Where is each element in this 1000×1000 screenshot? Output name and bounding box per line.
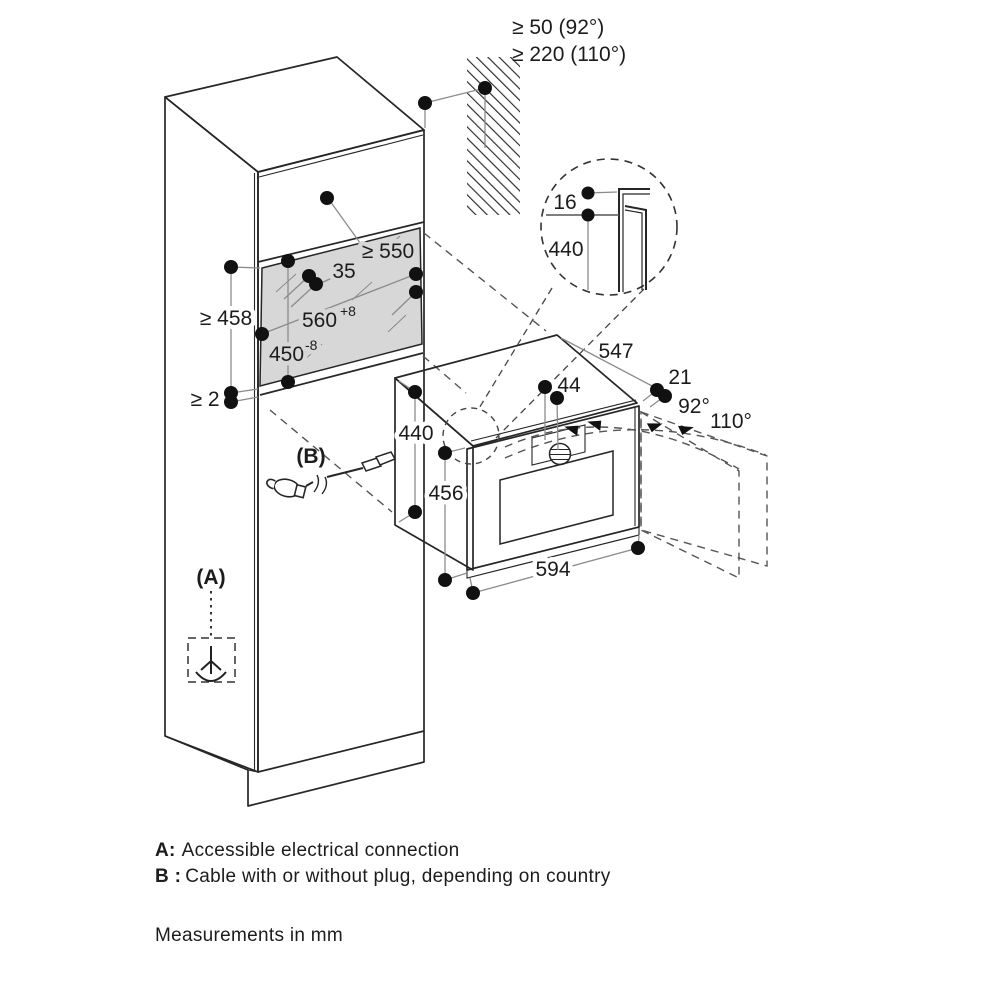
connection-symbol bbox=[188, 566, 235, 682]
cable-break-mark bbox=[322, 477, 326, 494]
dim-door-proud: 21 bbox=[668, 366, 692, 389]
dim-detail-offset: 16 bbox=[553, 191, 577, 214]
dim-body-height: 440 bbox=[398, 422, 434, 445]
legend-b-key: B : bbox=[155, 866, 182, 887]
dim-niche-width: 560 bbox=[302, 309, 338, 332]
wall-hatch-area bbox=[467, 57, 520, 215]
cable-plug bbox=[265, 445, 395, 501]
dim-niche-gap: ≥ 2 bbox=[190, 388, 220, 411]
cabinet-top-face bbox=[165, 57, 424, 172]
legend-a-text: Accessible electrical connection bbox=[181, 840, 460, 861]
legend-b-text: Cable with or without plug, depending on country bbox=[185, 866, 611, 887]
oven-door-glass bbox=[500, 451, 613, 544]
plug-icon bbox=[265, 475, 307, 501]
cabinet-top-edge-inner bbox=[259, 135, 423, 177]
dim-niche-check-tol: -8 bbox=[305, 337, 318, 353]
dim-panel-height: 44 bbox=[557, 374, 581, 397]
dim-niche-height: ≥ 458 bbox=[199, 307, 253, 330]
cabinet bbox=[165, 57, 424, 806]
dim-angle-110: 110° bbox=[710, 410, 752, 433]
wall-hatch bbox=[467, 57, 520, 215]
oven-dimensions bbox=[398, 338, 751, 600]
legend-line-b bbox=[155, 866, 611, 887]
cabinet-right-face bbox=[258, 130, 424, 772]
cable-connector-2 bbox=[376, 452, 395, 465]
wall-clearance bbox=[418, 16, 626, 148]
oven-left-face bbox=[395, 378, 473, 570]
dim-niche-width-tol: +8 bbox=[340, 303, 356, 319]
door-open-92 bbox=[641, 412, 739, 578]
dim-clearance-110: ≥ 220 (110°) bbox=[512, 43, 627, 66]
dim-niche-rail: 35 bbox=[332, 260, 356, 283]
legend bbox=[155, 840, 611, 946]
guide-line-top bbox=[424, 233, 546, 331]
footer-note: Measurements in mm bbox=[155, 925, 344, 946]
callout-a-label: (A) bbox=[196, 566, 226, 589]
dim-angle-92: 92° bbox=[678, 395, 710, 418]
cable-break-mark bbox=[314, 475, 318, 492]
dim-clearance-92: ≥ 50 (92°) bbox=[512, 16, 605, 39]
dim-niche-check-height: 450 bbox=[269, 343, 305, 366]
legend-a-key: A: bbox=[155, 840, 176, 861]
dim-detail-length: 440 bbox=[548, 238, 584, 261]
dim-niche-depth: ≥ 550 bbox=[361, 240, 415, 263]
socket-icon bbox=[196, 646, 226, 681]
legend-line-a bbox=[155, 840, 460, 861]
oven bbox=[395, 335, 639, 578]
callout-b-label: (B) bbox=[296, 445, 326, 468]
cabinet-plinth bbox=[165, 731, 424, 806]
dim-width: 594 bbox=[535, 558, 571, 581]
oven-top-strip bbox=[471, 400, 636, 441]
dim-depth: 547 bbox=[598, 340, 634, 363]
detail-leader-2 bbox=[496, 289, 644, 438]
cable-line bbox=[327, 468, 363, 477]
dim-front-height: 456 bbox=[428, 482, 464, 505]
detail-circle bbox=[541, 159, 677, 295]
